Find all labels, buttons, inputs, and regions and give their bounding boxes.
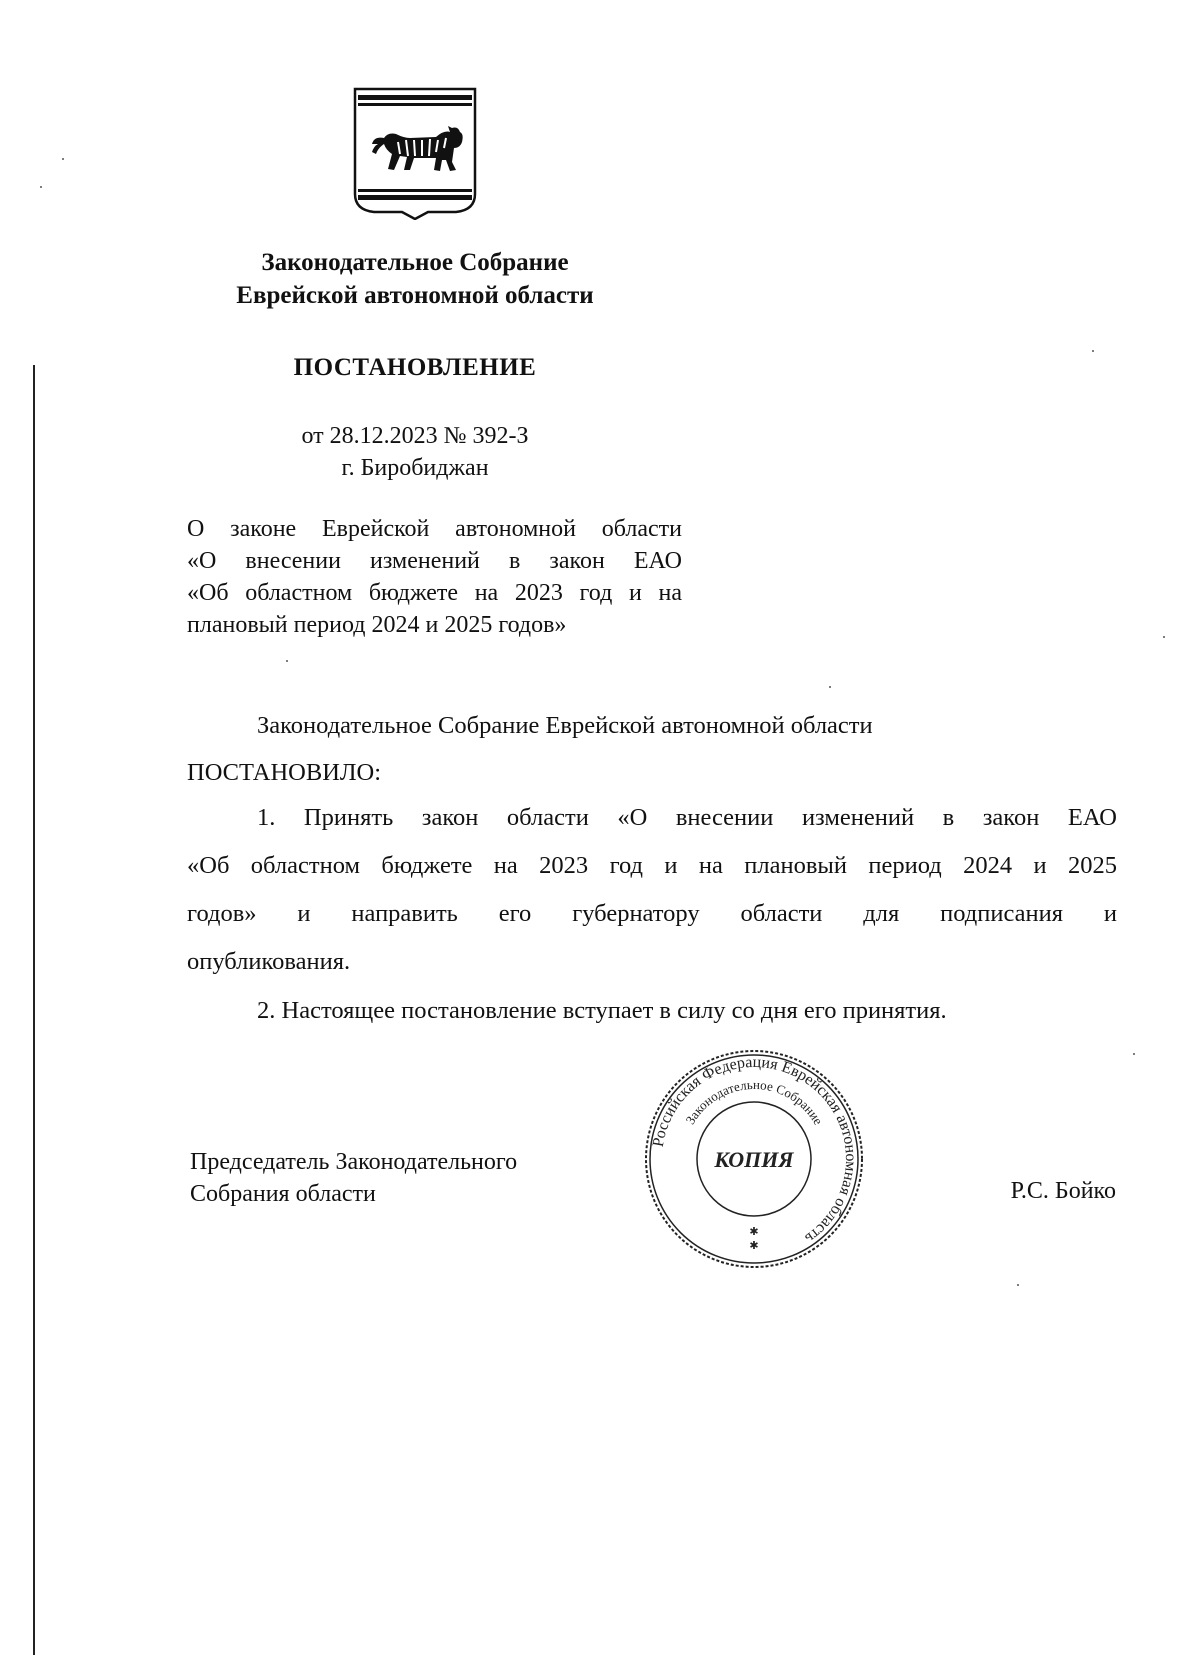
seal-star-icon: ✱ bbox=[749, 1239, 759, 1252]
signatory-title-line2: Собрания области bbox=[190, 1181, 376, 1207]
scan-speck bbox=[286, 660, 288, 662]
resolution-item-2: 2. Настоящее постановление вступает в силу со дня его принятия. bbox=[257, 997, 947, 1024]
signatory-title-line1: Председатель Законодательного bbox=[190, 1149, 518, 1175]
seal-star-icon: ✱ bbox=[749, 1225, 759, 1238]
item-1-line: опубликования. bbox=[187, 948, 351, 975]
coat-of-arms-emblem bbox=[352, 86, 478, 220]
document-subject bbox=[187, 513, 682, 641]
seal-inner-text: Законодательное Собрание bbox=[682, 1076, 827, 1128]
item-1-line: годов» и направить его губернатору области для подписания и bbox=[187, 900, 1117, 927]
signatory-title bbox=[190, 1146, 517, 1210]
official-seal-stamp bbox=[640, 1045, 868, 1273]
scan-speck bbox=[62, 158, 64, 160]
subject-line: плановый период 2024 и 2025 годов» bbox=[187, 612, 567, 638]
signatory-name: Р.С. Бойко bbox=[1010, 1178, 1116, 1204]
scan-speck bbox=[1163, 636, 1165, 638]
resolved-heading: ПОСТАНОВИЛО: bbox=[187, 759, 382, 786]
document-type: ПОСТАНОВЛЕНИЕ bbox=[293, 354, 537, 381]
item-1-line: 1. Принять закон области «О внесении изменений в закон ЕАО bbox=[257, 804, 1117, 831]
organization-name-line1: Законодательное Собрание bbox=[261, 249, 569, 276]
seal-outer-text: Российская Федерация Еврейская автономная область bbox=[649, 1053, 860, 1247]
item-1-line: «Об областном бюджете на 2023 год и на плановый период 2024 и 2025 bbox=[187, 852, 1117, 879]
subject-line: «Об областном бюджете на 2023 год и на bbox=[187, 580, 682, 606]
scan-speck bbox=[40, 186, 42, 188]
subject-line: О законе Еврейской автономной области bbox=[187, 516, 682, 542]
resolution-item-1 bbox=[187, 794, 1117, 986]
subject-line: «О внесении изменений в закон ЕАО bbox=[187, 548, 682, 574]
scan-margin-line bbox=[33, 365, 35, 1655]
scan-speck bbox=[1133, 1053, 1135, 1055]
organization-name-line2: Еврейской автономной области bbox=[236, 282, 594, 309]
scan-speck bbox=[1092, 350, 1094, 352]
document-date-number: от 28.12.2023 № 392-З bbox=[301, 423, 529, 449]
seal-center-text: КОПИЯ bbox=[714, 1147, 794, 1172]
preamble-text: Законодательное Собрание Еврейской автономной области bbox=[257, 712, 873, 739]
scan-speck bbox=[829, 686, 831, 688]
document-city: г. Биробиджан bbox=[341, 455, 489, 481]
scan-speck bbox=[1017, 1284, 1019, 1286]
